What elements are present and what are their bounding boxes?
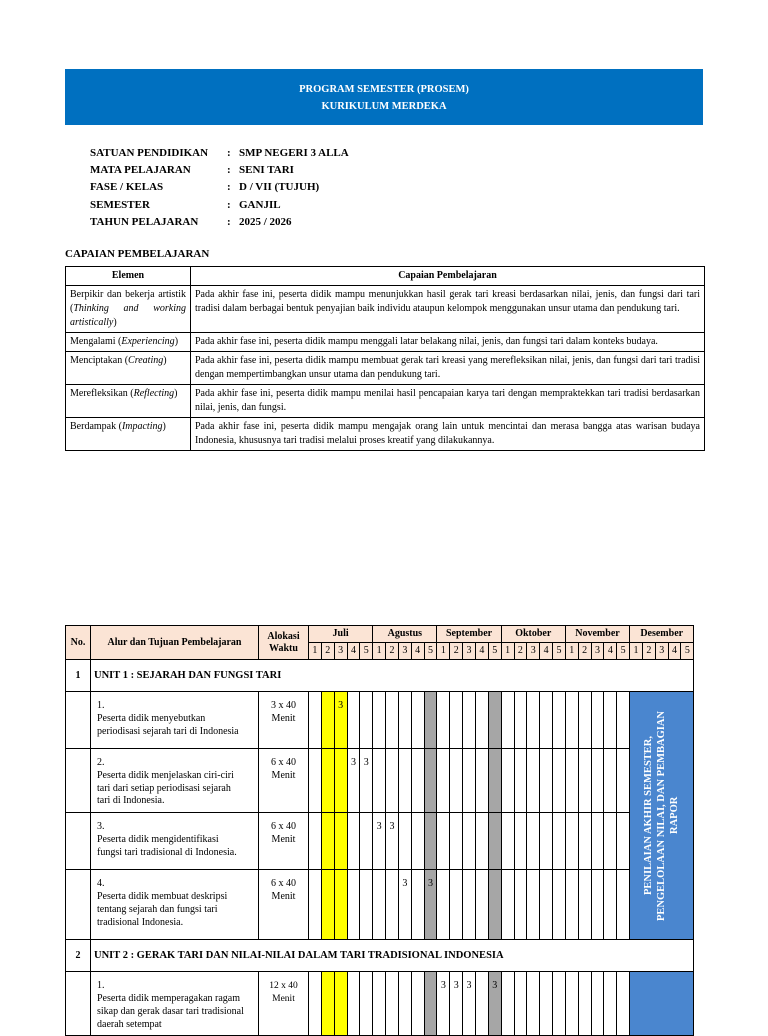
week-header: 3	[527, 643, 540, 660]
week-header: 1	[309, 643, 322, 660]
week-header: 4	[411, 643, 424, 660]
week-cell	[424, 813, 437, 870]
week-cell	[360, 813, 373, 870]
info-key: SEMESTER	[90, 198, 150, 211]
week-cell	[527, 692, 540, 749]
empty-cell	[66, 813, 91, 870]
week-cell	[617, 692, 630, 749]
week-cell	[450, 749, 463, 813]
week-cell	[501, 870, 514, 940]
document-header-banner	[65, 69, 703, 125]
week-cell	[565, 813, 578, 870]
unit-number: 2	[66, 940, 91, 972]
info-row: SATUAN PENDIDIKAN : SMP NEGERI 3 ALLA	[90, 145, 349, 162]
week-cell	[604, 972, 617, 1036]
capaian-row	[66, 333, 705, 352]
week-header: 2	[386, 643, 399, 660]
week-cell	[591, 813, 604, 870]
tujuan-row	[66, 749, 694, 813]
week-cell	[398, 749, 411, 813]
week-cell: 3	[450, 972, 463, 1036]
week-cell	[321, 870, 334, 940]
week-cell	[398, 692, 411, 749]
prosem-table	[65, 625, 694, 1036]
week-cell	[540, 813, 553, 870]
week-cell	[360, 972, 373, 1036]
week-cell	[411, 972, 424, 1036]
empty-cell	[66, 692, 91, 749]
unit-title: UNIT 2 : GERAK TARI DAN NILAI-NILAI DALAM TARI TRADISIONAL INDONESIA	[91, 940, 694, 972]
empty-cell	[66, 749, 91, 813]
week-header: 4	[475, 643, 488, 660]
tujuan-description: Peserta didik menyebutkan periodisasi sejarah tari di Indonesia	[97, 712, 239, 737]
tujuan-number: 2.	[97, 757, 105, 768]
week-cell	[604, 813, 617, 870]
week-cell	[527, 813, 540, 870]
week-cell	[360, 692, 373, 749]
week-cell	[553, 813, 566, 870]
tujuan-description: Peserta didik membuat deskripsi tentang sejarah dan fungsi tari tradisional Indonesia.	[97, 890, 228, 928]
week-cell	[514, 813, 527, 870]
week-cell	[309, 972, 322, 1036]
week-header: 4	[604, 643, 617, 660]
week-cell	[309, 692, 322, 749]
week-cell	[411, 692, 424, 749]
alokasi-waktu: 3 x 40 Menit	[259, 692, 309, 749]
week-cell	[321, 813, 334, 870]
capaian-description: Pada akhir fase ini, peserta didik mampu menggali latar belakang nilai, jenis, dan fungsi tari dalam konteks budaya.	[191, 333, 705, 352]
info-key: TAHUN PELAJARAN	[90, 215, 199, 228]
week-cell	[373, 692, 386, 749]
week-cell	[617, 749, 630, 813]
rapor-label: PENILAIAN AKHIR SEMESTER, PENGELOLAAN NILAI, DAN PEMBAGIAN RAPOR	[643, 710, 681, 921]
tujuan-description: Peserta didik mengidentifikasi fungsi tari tradisional di Indonesia.	[97, 833, 237, 858]
week-cell	[373, 870, 386, 940]
week-cell	[463, 813, 476, 870]
alokasi-waktu: 12 x 40 Menit	[259, 972, 309, 1036]
week-cell	[424, 972, 437, 1036]
week-cell	[347, 870, 360, 940]
week-cell	[411, 813, 424, 870]
week-header: 2	[514, 643, 527, 660]
tujuan-number: 3.	[97, 821, 105, 833]
week-header: 4	[668, 643, 681, 660]
week-cell	[565, 749, 578, 813]
week-cell	[424, 692, 437, 749]
tujuan-text	[91, 870, 259, 940]
alokasi-waktu: 6 x 40 Menit	[259, 749, 309, 813]
rapor-block	[630, 972, 694, 1036]
week-header: 2	[321, 643, 334, 660]
capaian-description: Pada akhir fase ini, peserta didik mampu menunjukkan hasil gerak tari kreasi berdasarkan nilai, jenis, dan fungsi dari tari tradisi dalam berbagai bentuk penyajian baik individu ataupun kelompok menggunakan unsur utama dan pendukung tari.	[191, 286, 705, 333]
week-cell	[386, 870, 399, 940]
week-cell	[514, 692, 527, 749]
capaian-header-capaian: Capaian Pembelajaran	[191, 267, 705, 286]
week-cell	[591, 692, 604, 749]
week-cell	[475, 749, 488, 813]
week-cell	[565, 870, 578, 940]
week-cell	[475, 870, 488, 940]
week-header: 1	[501, 643, 514, 660]
info-row: MATA PELAJARAN : SENI TARI	[90, 162, 349, 179]
capaian-elemen: Berdampak (Impacting)	[66, 418, 191, 451]
tujuan-description: Peserta didik menjelaskan ciri-ciri tari dari setiap periodisasi sejarah tari di Indonesia.	[97, 769, 234, 807]
capaian-description: Pada akhir fase ini, peserta didik mampu membuat gerak tari kreasi yang merefleksikan nilai, jenis, dan fungsi dari tari tradisi dengan mempertimbangkan unsur utama dan pendukung tari.	[191, 352, 705, 385]
info-key: FASE / KELAS	[90, 181, 164, 194]
week-header: 4	[347, 643, 360, 660]
week-cell	[411, 749, 424, 813]
week-header: 1	[630, 643, 643, 660]
week-cell	[527, 972, 540, 1036]
capaian-row	[66, 418, 705, 451]
week-cell	[591, 870, 604, 940]
tujuan-number: 4.	[97, 878, 105, 890]
week-cell	[501, 972, 514, 1036]
week-header: 5	[553, 643, 566, 660]
week-cell	[321, 749, 334, 813]
info-value: D / VII (TUJUH)	[239, 181, 320, 194]
week-cell	[398, 813, 411, 870]
week-cell: 3	[463, 972, 476, 1036]
week-header: 2	[578, 643, 591, 660]
prosem-header-alur: Alur dan Tujuan Pembelajaran	[91, 626, 259, 660]
week-header: 5	[617, 643, 630, 660]
week-cell	[527, 749, 540, 813]
week-cell	[309, 813, 322, 870]
week-cell	[450, 870, 463, 940]
info-row: TAHUN PELAJARAN : 2025 / 2026	[90, 214, 349, 231]
week-cell	[553, 972, 566, 1036]
week-header: 5	[360, 643, 373, 660]
week-cell	[604, 692, 617, 749]
week-cell	[334, 749, 347, 813]
tujuan-row	[66, 692, 694, 749]
info-key: SATUAN PENDIDIKAN	[90, 147, 209, 159]
week-cell	[347, 972, 360, 1036]
capaian-elemen: Menciptakan (Creating)	[66, 352, 191, 385]
week-cell	[386, 692, 399, 749]
month-header: Oktober	[501, 626, 565, 643]
tujuan-number: 1.	[97, 700, 105, 711]
info-value: 2025 / 2026	[239, 215, 292, 228]
week-cell	[450, 813, 463, 870]
tujuan-text	[91, 972, 259, 1036]
week-cell: 3	[398, 870, 411, 940]
week-cell	[463, 692, 476, 749]
week-cell	[501, 749, 514, 813]
week-cell	[565, 692, 578, 749]
week-cell	[450, 692, 463, 749]
week-header: 3	[334, 643, 347, 660]
empty-cell	[66, 972, 91, 1036]
week-cell	[463, 749, 476, 813]
week-header: 5	[424, 643, 437, 660]
week-cell	[360, 870, 373, 940]
week-cell	[373, 749, 386, 813]
week-cell	[347, 692, 360, 749]
week-cell	[540, 972, 553, 1036]
prosem-header-alokasi: Alokasi Waktu	[259, 626, 309, 660]
tujuan-row	[66, 870, 694, 940]
week-cell	[617, 813, 630, 870]
tujuan-row	[66, 972, 694, 1036]
week-cell	[437, 749, 450, 813]
week-header: 3	[398, 643, 411, 660]
week-header: 3	[591, 643, 604, 660]
week-cell	[334, 813, 347, 870]
week-header: 4	[540, 643, 553, 660]
week-cell	[334, 972, 347, 1036]
week-cell	[347, 813, 360, 870]
week-cell: 3	[424, 870, 437, 940]
week-cell: 3	[347, 749, 360, 813]
week-header: 3	[463, 643, 476, 660]
week-cell: 3	[386, 813, 399, 870]
week-cell	[514, 870, 527, 940]
empty-cell	[66, 870, 91, 940]
capaian-elemen: Berpikir dan bekerja artistik (Thinking and working artistically)	[66, 286, 191, 333]
week-header: 1	[437, 643, 450, 660]
week-cell	[411, 870, 424, 940]
month-header: Desember	[630, 626, 694, 643]
month-header: Juli	[309, 626, 373, 643]
week-cell	[591, 749, 604, 813]
week-header: 1	[565, 643, 578, 660]
tujuan-text	[91, 813, 259, 870]
header-title: PROGRAM SEMESTER (PROSEM)	[299, 84, 469, 95]
week-cell	[386, 972, 399, 1036]
capaian-description: Pada akhir fase ini, peserta didik mampu menilai hasil pencapaian karya tari dengan mempraktekkan tari tradisi berdasarkan nilai, jenis, dan fungsi.	[191, 385, 705, 418]
tujuan-text	[91, 749, 259, 813]
week-cell	[540, 870, 553, 940]
week-cell	[437, 870, 450, 940]
week-cell	[604, 749, 617, 813]
week-cell	[386, 749, 399, 813]
week-cell	[578, 972, 591, 1036]
capaian-table	[65, 266, 705, 451]
capaian-header-elemen: Elemen	[66, 267, 191, 286]
week-cell: 3	[360, 749, 373, 813]
info-value: GANJIL	[239, 198, 281, 211]
unit-number: 1	[66, 660, 91, 692]
week-cell	[437, 692, 450, 749]
week-cell	[578, 749, 591, 813]
week-cell	[475, 972, 488, 1036]
tujuan-number: 1.	[97, 980, 105, 992]
header-subtitle: KURIKULUM MERDEKA	[321, 101, 447, 112]
week-cell	[309, 870, 322, 940]
alokasi-waktu: 6 x 40 Menit	[259, 813, 309, 870]
unit-title: UNIT 1 : SEJARAH DAN FUNGSI TARI	[91, 660, 694, 692]
info-row: SEMESTER : GANJIL	[90, 197, 349, 214]
week-cell	[475, 692, 488, 749]
info-value: SENI TARI	[239, 164, 294, 177]
info-value: SMP NEGERI 3 ALLA	[239, 147, 349, 159]
week-cell	[578, 692, 591, 749]
week-cell	[501, 813, 514, 870]
week-cell	[501, 692, 514, 749]
week-cell	[514, 749, 527, 813]
week-cell	[540, 692, 553, 749]
identity-block	[90, 145, 349, 231]
info-row: FASE / KELAS : D / VII (TUJUH)	[90, 179, 349, 196]
week-cell	[373, 972, 386, 1036]
capaian-row	[66, 352, 705, 385]
week-cell: 3	[373, 813, 386, 870]
week-cell	[488, 692, 501, 749]
tujuan-row	[66, 813, 694, 870]
week-cell	[475, 813, 488, 870]
prosem-header-no: No.	[66, 626, 91, 660]
week-cell	[553, 692, 566, 749]
week-cell	[488, 749, 501, 813]
alokasi-waktu: 6 x 40 Menit	[259, 870, 309, 940]
month-header: September	[437, 626, 501, 643]
week-cell	[321, 972, 334, 1036]
month-header: Agustus	[373, 626, 437, 643]
week-header: 2	[450, 643, 463, 660]
capaian-row	[66, 385, 705, 418]
week-cell	[565, 972, 578, 1036]
week-header: 2	[642, 643, 655, 660]
week-header: 5	[488, 643, 501, 660]
week-cell	[553, 749, 566, 813]
week-cell	[591, 972, 604, 1036]
week-cell	[334, 870, 347, 940]
week-cell	[488, 870, 501, 940]
rapor-block	[630, 692, 694, 940]
week-cell	[424, 749, 437, 813]
week-header: 5	[681, 643, 694, 660]
week-cell	[604, 870, 617, 940]
week-cell	[617, 870, 630, 940]
week-cell: 3	[437, 972, 450, 1036]
tujuan-text	[91, 692, 259, 749]
capaian-elemen: Merefleksikan (Reflecting)	[66, 385, 191, 418]
week-cell	[540, 749, 553, 813]
week-cell: 3	[488, 972, 501, 1036]
capaian-description: Pada akhir fase ini, peserta didik mampu mengajak orang lain untuk mencintai dan merasa bangga atas warisan budaya Indonesia, khususnya tari tradisi melalui proses kreatif yang dilakukannya.	[191, 418, 705, 451]
week-header: 1	[373, 643, 386, 660]
week-cell	[553, 870, 566, 940]
week-cell	[321, 692, 334, 749]
week-header: 3	[655, 643, 668, 660]
capaian-section-title: CAPAIAN PEMBELAJARAN	[65, 248, 210, 260]
week-cell	[514, 972, 527, 1036]
info-key: MATA PELAJARAN	[90, 164, 191, 177]
week-cell	[527, 870, 540, 940]
week-cell	[309, 749, 322, 813]
capaian-row	[66, 286, 705, 333]
tujuan-description: Peserta didik memperagakan ragam sikap dan gerak dasar tari tradisional daerah setempat	[97, 992, 244, 1030]
week-cell	[463, 870, 476, 940]
week-cell	[617, 972, 630, 1036]
capaian-elemen: Mengalami (Experiencing)	[66, 333, 191, 352]
week-cell	[437, 813, 450, 870]
week-cell	[398, 972, 411, 1036]
month-header: November	[565, 626, 629, 643]
week-cell: 3	[334, 692, 347, 749]
week-cell	[578, 813, 591, 870]
week-cell	[578, 870, 591, 940]
week-cell	[488, 813, 501, 870]
